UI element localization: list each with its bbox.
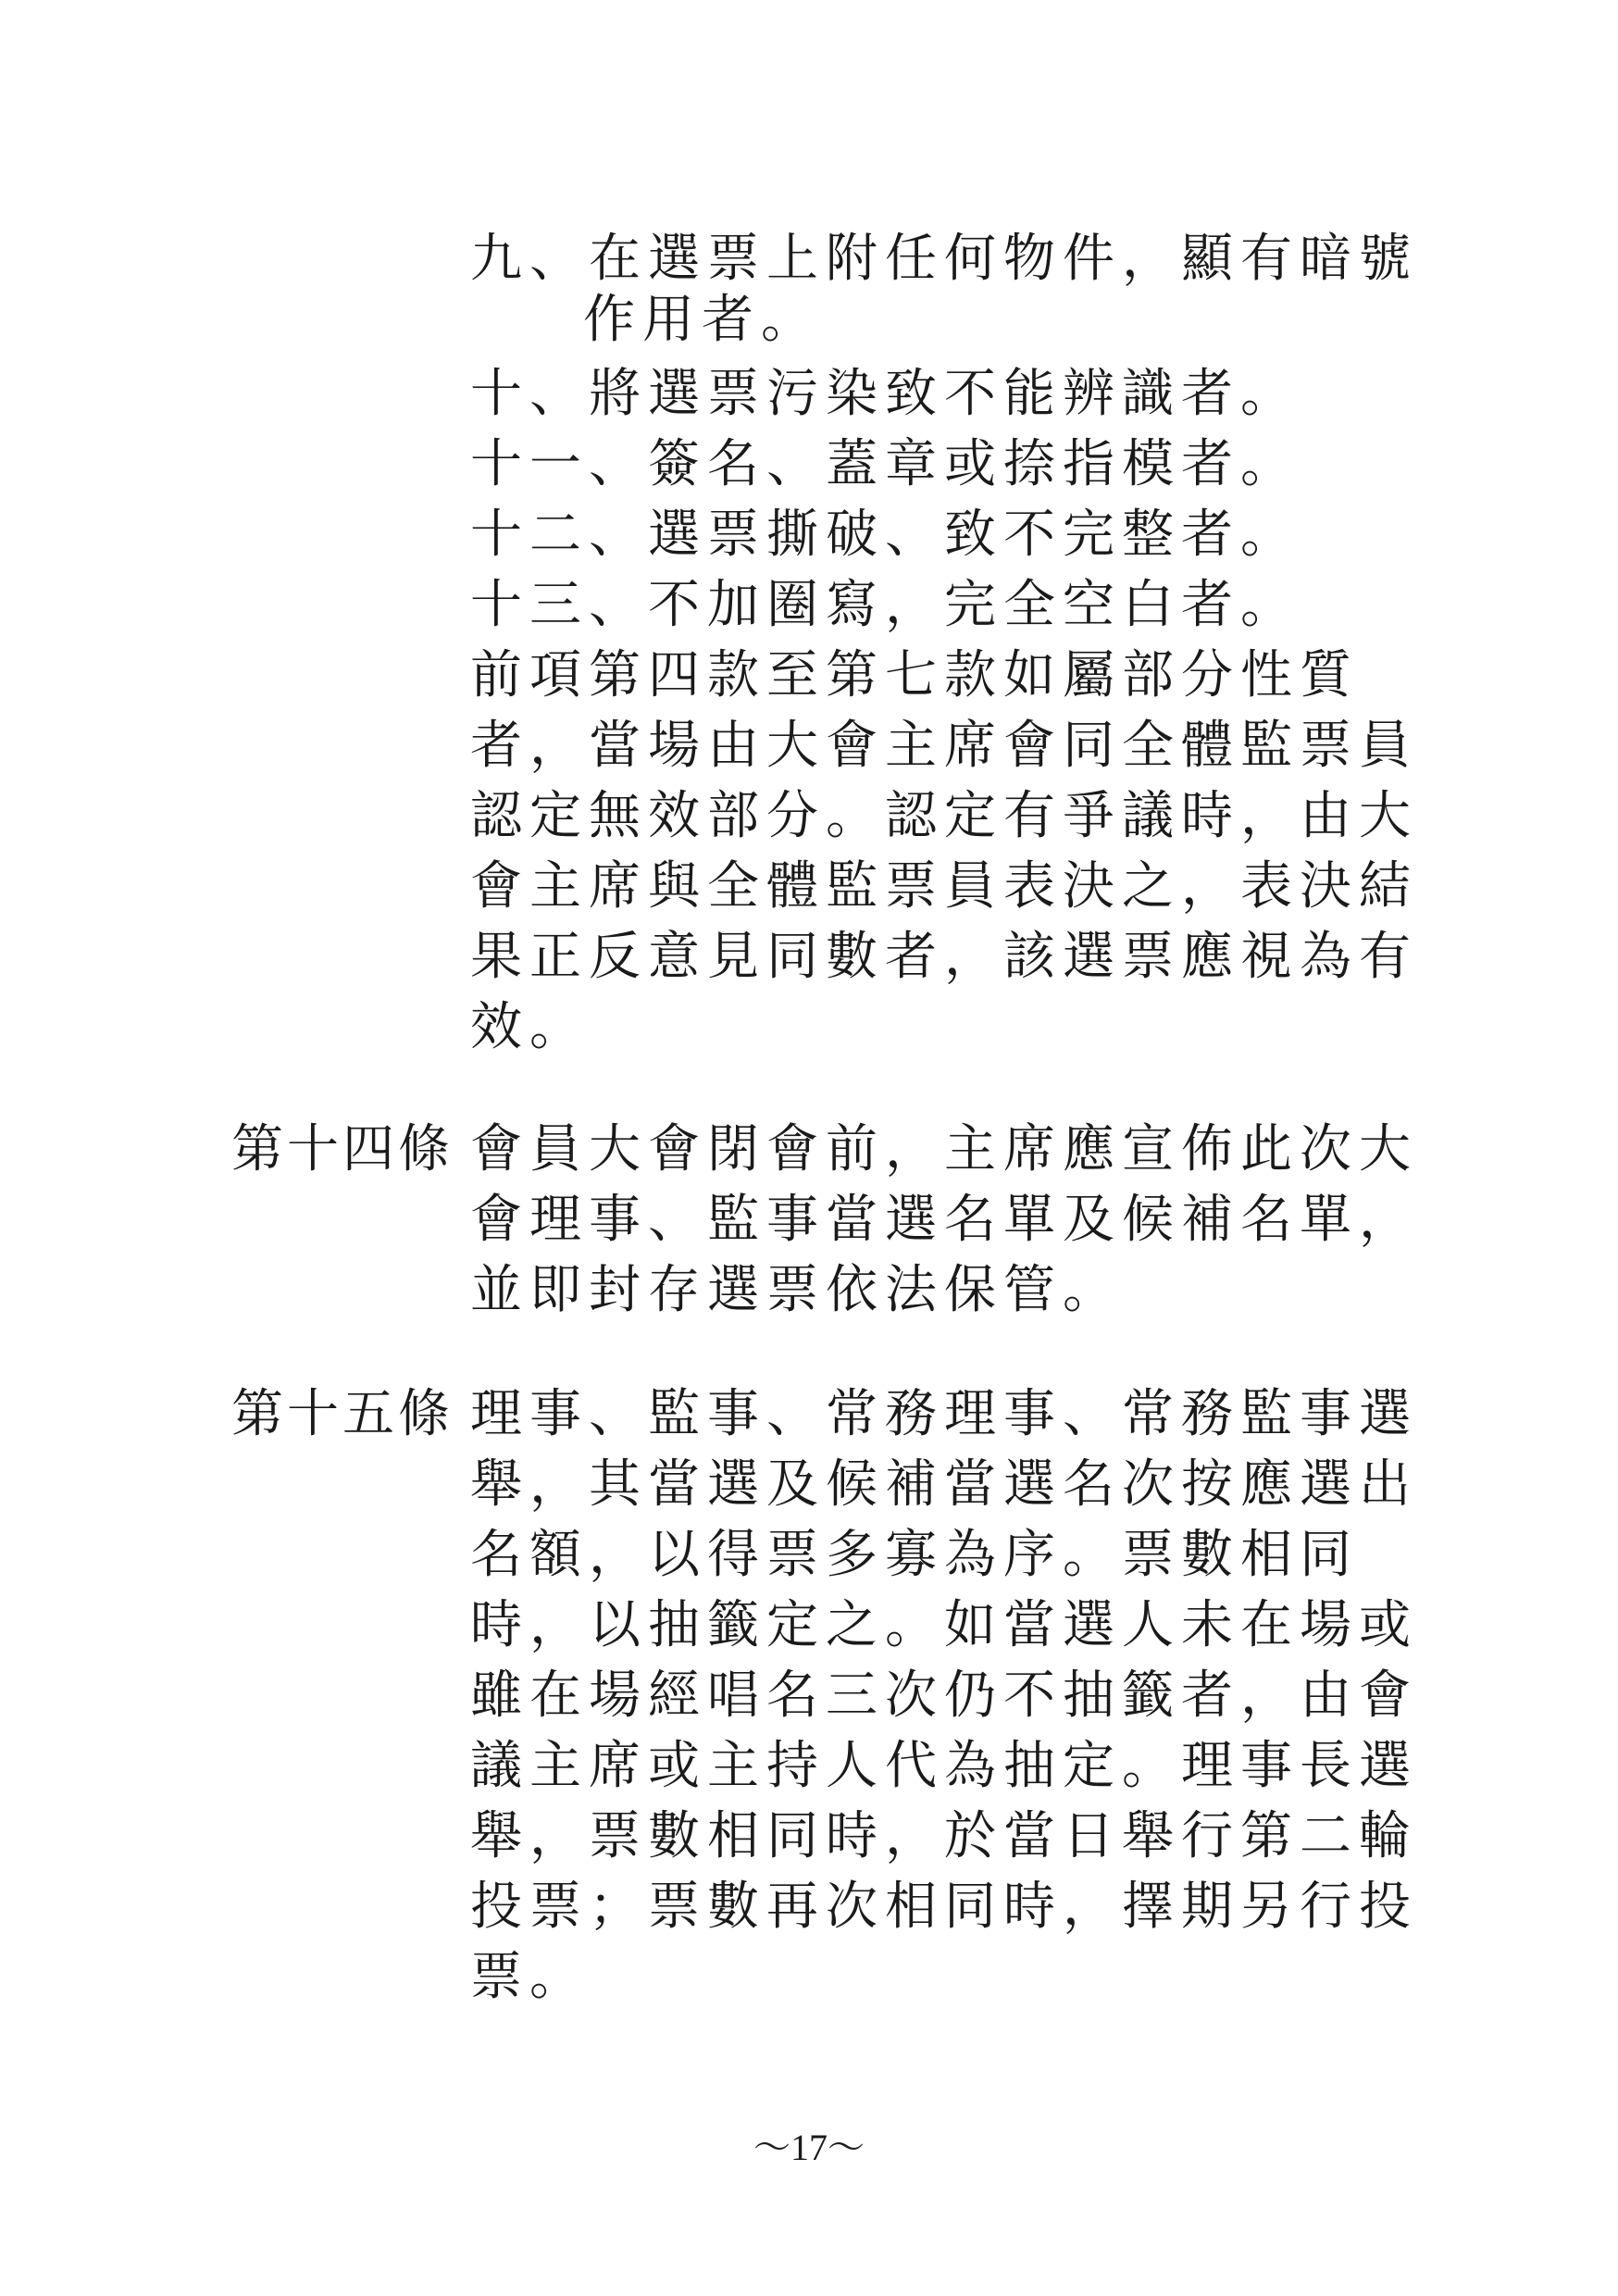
paragraph-line: 前項第四款至第七款如屬部分性質 — [470, 645, 1359, 705]
paragraph-line: 者，當場由大會主席會同全體監票員 — [470, 716, 1418, 776]
article-14-line: 並即封存選票依法保管。 — [470, 1260, 1122, 1320]
article-15-label: 第十五條 — [231, 1384, 454, 1444]
paragraph-line: 認定無效部分。認定有爭議時，由大 — [470, 786, 1418, 846]
article-14-label: 第十四條 — [231, 1119, 454, 1179]
article-15-line: 雖在場經唱名三次仍不抽籤者，由會 — [470, 1666, 1418, 1726]
article-14-line: 會理事、監事當選名單及候補名單， — [470, 1190, 1418, 1250]
article-15-line: 名額，以得票多寡為序。票數相同 — [470, 1525, 1359, 1585]
article-15-line: 理事、監事、常務理事、常務監事選 — [470, 1384, 1418, 1444]
paragraph-line: 果正反意見同數者，該選票應視為有 — [470, 927, 1418, 987]
article-15-line: 舉，其當選及候補當選名次按應選出 — [470, 1454, 1418, 1515]
page-number: ～17～ — [753, 2127, 865, 2168]
paragraph-line: 會主席與全體監票員表決之，表決結 — [470, 856, 1418, 917]
paragraph-line: 效。 — [470, 997, 589, 1057]
article-15-line: 議主席或主持人代為抽定。理事長選 — [470, 1736, 1418, 1796]
item-11: 十一、簽名、蓋章或捺指模者。 — [470, 434, 1300, 494]
item-13: 十三、不加圈寫，完全空白者。 — [470, 575, 1300, 635]
item-10: 十、將選票污染致不能辨識者。 — [470, 364, 1300, 424]
article-14-line: 會員大會閉會前，主席應宣佈此次大 — [470, 1119, 1418, 1179]
article-15-line: 投票；票數再次相同時，擇期另行投 — [470, 1877, 1418, 1937]
article-15-line: 票。 — [470, 1947, 589, 2007]
item-12: 十二、選票撕破、致不完整者。 — [470, 505, 1300, 565]
article-15-line: 舉，票數相同時，於當日舉行第二輪 — [470, 1806, 1418, 1866]
item-9-line-2: 作用者。 — [583, 290, 820, 350]
item-9-line-1: 九、在選票上附任何物件，顯有暗號 — [470, 229, 1418, 289]
article-15-line: 時，以抽籤定之。如當選人未在場或 — [470, 1595, 1418, 1655]
